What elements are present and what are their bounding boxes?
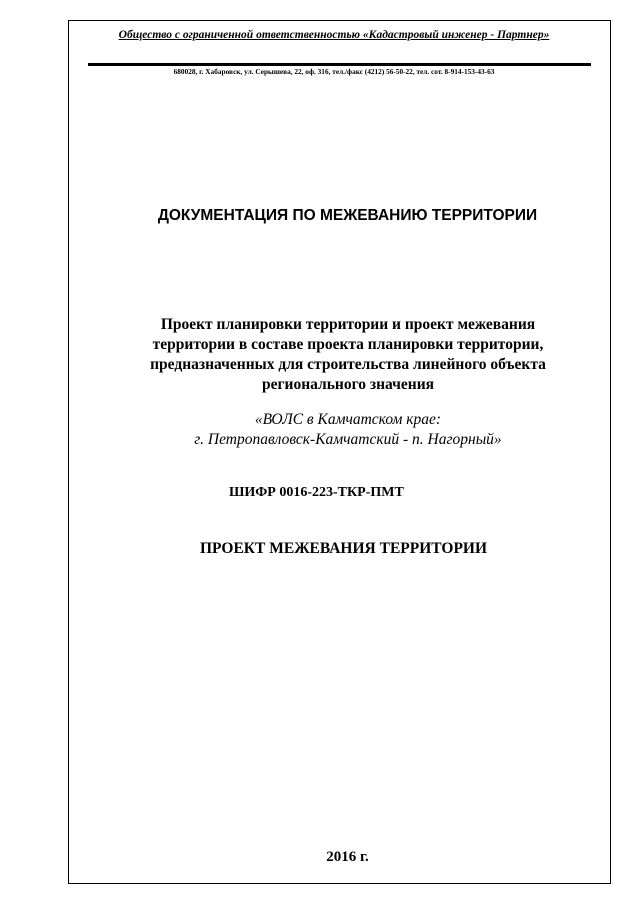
company-name: Общество с ограниченной ответственностью «Кадастровый инженер - Партнер» [118, 29, 550, 41]
description-line: предназначенных для строительства линейного объекта [150, 356, 546, 373]
header-divider [88, 63, 591, 66]
description-line: территории в составе проекта планировки территории, [152, 336, 544, 353]
project-description [100, 315, 580, 395]
project-name [100, 410, 580, 450]
section-title: ПРОЕКТ МЕЖЕВАНИЯ ТЕРРИТОРИИ [199, 540, 488, 557]
company-address: 680028, г. Хабаровск, ул. Серышева, 22, оф. 316, тел./факс (4212) 56-50-22, тел. сот. 8-914-153-43-63 [173, 67, 495, 76]
project-name-line: г. Петропавловск-Камчатский - п. Нагорный» [194, 431, 502, 448]
project-name-line: «ВОЛС в Камчатском крае: [254, 411, 442, 428]
description-line: Проект планировки территории и проект межевания [160, 316, 536, 333]
description-line: регионального значения [261, 376, 435, 393]
document-cipher: ШИФР 0016-223-ТКР-ПМТ [229, 485, 404, 500]
document-year: 2016 г. [326, 849, 369, 865]
document-title: ДОКУМЕНТАЦИЯ ПО МЕЖЕВАНИЮ ТЕРРИТОРИИ [157, 207, 538, 224]
page-frame [68, 20, 611, 884]
